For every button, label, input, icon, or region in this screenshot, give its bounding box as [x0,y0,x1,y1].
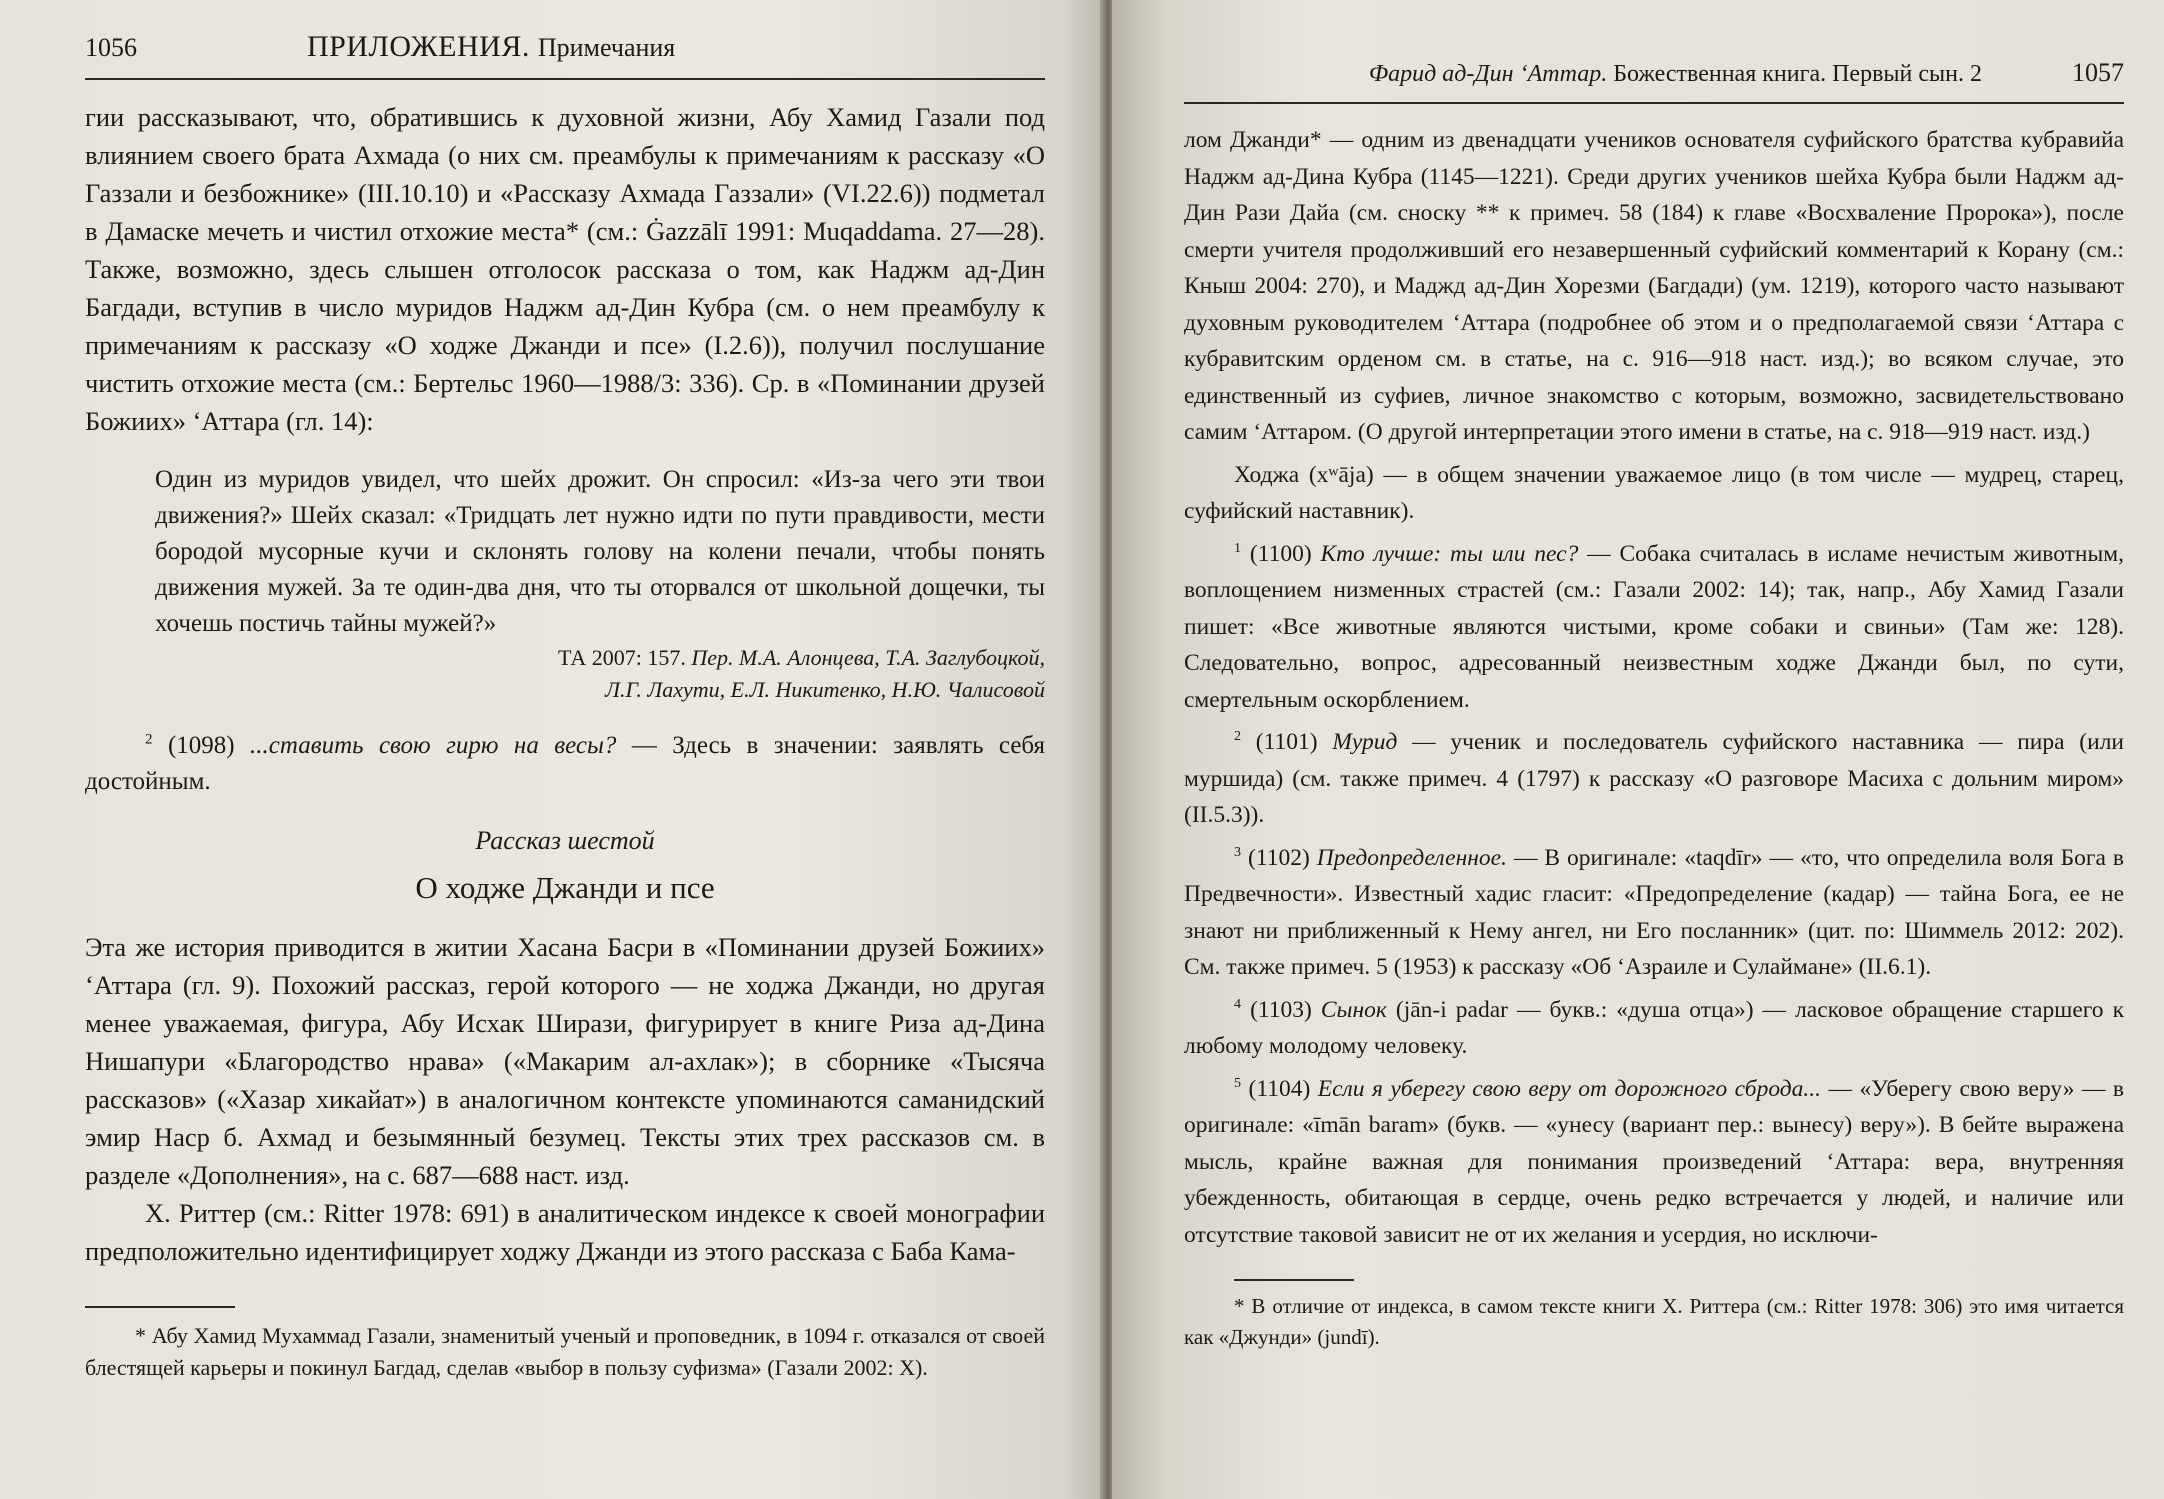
left-footnote: * Абу Хамид Мухаммад Газали, знаменитый ученый и проповедник, в 1094 г. отказался от своей блестящей карьеры и покинул Багдад, сделав «выбор в пользу суфизма» (Газали 2002: X). [85,1323,1045,1380]
left-note-2: $^2$ (1098) ...ставить свою гирю на весы? — Здесь в значении: заявлять себя достойным. [85,731,1046,795]
right-main-paragraph: лом Джанди* — одним из двенадцати учеников основателя суфийского братства кубравийа Наджм ад-Дина Кубра (1145—1221). Среди других учеников шейха Кубра были Наджм ад-Дин Рази Дайа (см. сноску ** к примеч. 58 (184) к главе «Восхваление Пророка»), после смерти учителя продолживший его незавершенный суфийский комментарий к Корану (см.: Кныш 2004: 270), и Маджд ад-Дин Хорезми (Багдади) (ум. 1219), которого часто называют духовным руководителем ʻАттара (подробнее об этом и о предполагаемой связи ʻАттара с кубравитским орденом см. в статье, на с. 916—918 наст. изд.); во всяком случае, это единственный из суфиев, личное знакомство с которым, возможно, засвидетельствовано самим ʻАттаром. (О другой интерпретации этого имени в статье, на с. 918—919 наст. изд.) [1184,127,2124,445]
right-note-4: $^4$ (1103) Сынок (jān-i padar — букв.: «душа отца») — ласковое обращение старшего к любому молодому человеку. [1184,995,2124,1059]
right-note-1: $^1$ (1100) Кто лучше: ты или пес? — Собака считалась в исламе нечистым животным, воплощением низменных страстей (см.: Газали 2002: 14); так, напр., Абу Хамид Газали пишет: «Все животные являются чистыми, кроме собаки и свиньи» (Там же: 128). Следовательно, вопрос, адресованный неизвестным ходже Джанди был, по сути, смертельным оскорблением. [1184,539,2125,713]
right-header-title: Фарид ад-Дин ʻАттар. Божественная книга. Первый сын. 2 [1368,61,1982,87]
right-note-2: $^2$ (1101) Мурид — ученик и последователь суфийского наставника — пира (или муршида) (см. также примеч. 4 (1797) к рассказу «О разговоре Масиха с дольним миром» (II.5.3)). [1184,728,2125,828]
story-paragraph-1: Эта же история приводится в житии Хасана Басри в «Поминании друзей Божиих» ʻАттара (гл. 9). Похожий рассказ, герой которого — не ходжа Джанди, но другая менее уважаемая, фигура, Абу Исхак Ширази, фигурирует в книге Риза ад-Дина Нишапури «Благородство нрава» («Макарим ал-ахлак»); в сборнике «Тысяча рассказов» («Хазар хикайат») в аналогичном контексте упоминаются саманидский эмир Наср б. Ахмад и безымянный безумец. Тексты этих трех рассказов см. в разделе «Дополнения», на с. 687—688 наст. изд. [85,932,1045,1190]
story-paragraph-2: Х. Риттер (см.: Ritter 1978: 691) в аналитическом индексе к своей монографии предположительно идентифицирует ходжу Джанди из этого рассказа с Баба Кама- [85,1198,1045,1266]
right-page [1112,0,2164,1499]
right-running-header [1184,58,2124,104]
khoja-paragraph: Ходжа (xʷāja) — в общем значении уважаемое лицо (в том числе — мудрец, старец, суфийский наставник). [1184,461,2124,524]
right-footnote-rule [1234,1279,1354,1281]
left-running-header [85,30,1045,80]
left-header-title: ПРИЛОЖЕНИЯ. Примечания [307,30,676,63]
left-footnote-rule [85,1306,235,1308]
story-label: Рассказ шестой [475,826,655,855]
left-main-paragraph: гии рассказывают, что, обратившись к духовной жизни, Абу Хамид Газали под влиянием своего брата Ахмада (о них см. преамбулы к примечаниям к рассказу «О Газзали и безбожнике» (III.10.10) и «Рассказу Ахмада Газзали» (VI.22.6)) подметал в Дамаске мечеть и чистил отхожие места* (см.: Ġazzālī 1991: Muqaddama. 27—28). Также, возможно, здесь слышен отголосок рассказа о том, как Наджм ад-Дин Багдади, вступив в число муридов Наджм ад-Дин Кубра (см. о нем преамбулу к примечаниям к рассказу «О ходже Джанди и псе» (I.2.6)), получил послушание чистить отхожие места (см.: Бертельс 1960—1988/3: 336). Ср. в «Поминании друзей Божиих» ʻАттара (гл. 14): [85,102,1045,436]
left-citation: ТА 2007: 157. Пер. М.А. Алонцева, Т.А. Заглубоцкой, Л.Г. Лахути, Е.Л. Никитенко, Н.Ю. Чалисовой [558,645,1045,702]
left-quote: Один из муридов увидел, что шейх дрожит. Он спросил: «Из-за чего эти твои движения?» Шейх сказал: «Тридцать лет нужно идти по пути правдивости, мести бородой мусорные кучи и склонять голову на колени печали, чтобы понять движения мужей. За те один-два дня, что ты оторвался от школьной дощечки, ты хочешь постичь тайны мужей?» [155,466,1045,637]
right-note-3: $^3$ (1102) Предопределенное. — В оригинале: «taqdīr» — «то, что определила воля Бога в Предвечности». Известный хадис гласит: «Предопределение (кадар) — тайна Бога, ее не знают ни приближенный к Нему ангел, ни Его посланник» (цит. по: Шиммель 2012: 202). См. также примеч. 5 (1953) к рассказу «Об ʻАзраиле и Сулаймане» (II.6.1). [1184,843,2124,980]
right-footnote: * В отличие от индекса, в самом тексте книги Х. Риттера (см.: Ritter 1978: 306) это имя читается как «Джунди» (jundī). [1184,1294,2124,1349]
right-page-number: 1057 [2072,58,2124,87]
right-note-5: $^5$ (1104) Если я уберегу свою веру от дорожного сброда... — «Уберегу свою веру» — в оригинале: «īmān baram» (букв. — «унесу (вариант пер.: вынесу) веру»). В бейте выражена мысль, крайне важная для понимания произведений ʻАттара: вера, внутренняя убежденность, обитающая в сердце, очень редко встречается у людей, и наличие или отсутствие таковой зависит не от их желания и усердия, но исключи- [1184,1074,2124,1248]
story-title: О ходже Джанди и псе [415,870,715,905]
left-page-number: 1056 [85,33,137,62]
